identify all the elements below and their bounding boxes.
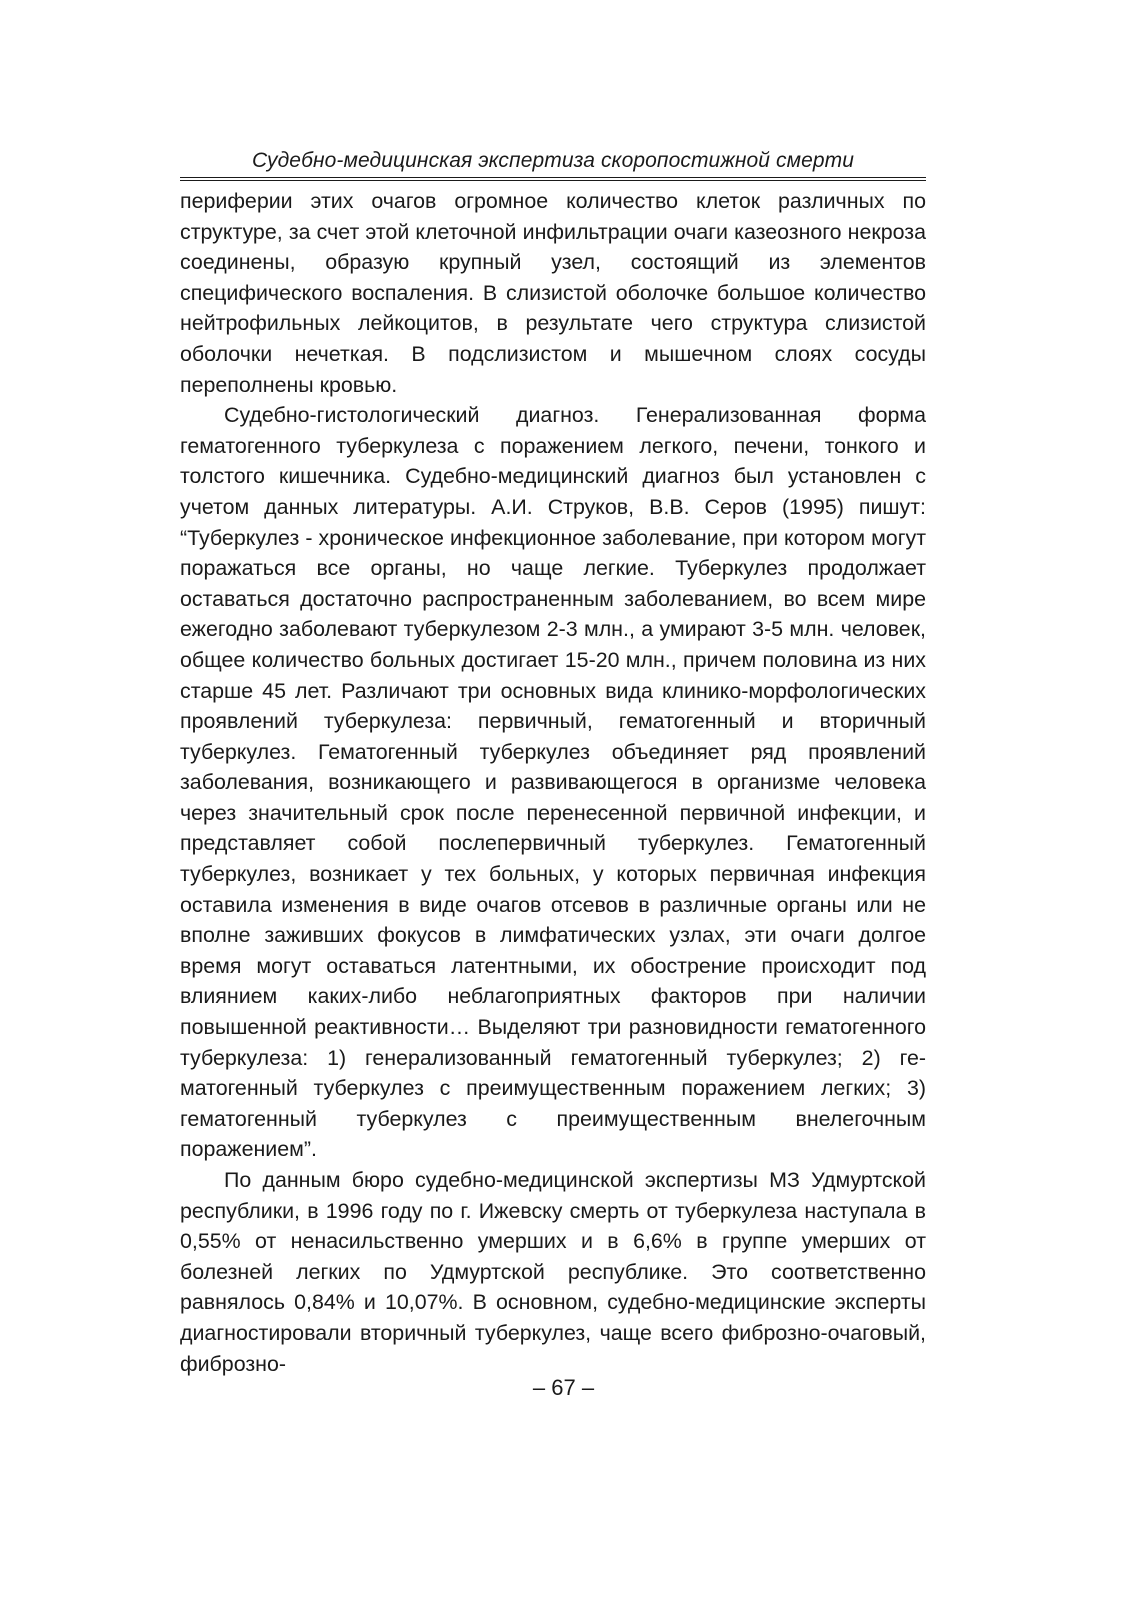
page	[180, 148, 926, 1379]
running-title: Судебно-медицинская экспертиза скоропостижной смерти	[251, 149, 855, 172]
paragraph-continued: периферии этих очагов огромное количество клеток различных по структуре, за счет этой клеточной инфильтрации очаги казеозного некроза соединены, образую крупный узел, состоящий из элементов специфического воспаления. В слизистой оболочке большое количество нейтрофильных лейкоцитов, в результате чего структура слизистой оболочки нечеткая. В подслизистом и мышечном слоях сосуды переполнены кровью.	[180, 189, 926, 397]
body-text	[180, 186, 926, 1379]
paragraph-diagnosis: Судебно-гистологический диагноз. Генерализованная форма гематогенного туберкулеза с поражением легкого, печени, тонкого и толстого кишечника. Судебно-медицинский диагноз был установлен с учетом данных литературы. А.И. Струков, В.В. Серов (1995) пишут: “Туберкулез - хроническое инфекционное заболевание, при котором могут поражаться все органы, но чаще легкие. Туберкулез продолжает оставаться достаточно распространенным заболеванием, во всем мире ежегодно заболевают туберкулезом 2-3 млн., а умирают 3-5 млн. человек, общее количество больных достигает 15-20 млн., причем половина из них старше 45 лет. Различают три основных вида клинико-морфологических проявлений туберкулеза: первичный, гематогенный и вторичный туберкулез. Гематогенный туберкулез объединяет ряд проявлений заболевания, возникающего и развивающегося в организме человека через значительный срок после перенесенной первичной инфекции, и представляет собой послепервичный туберкулез. Гематогенный туберкулез, возникает у тех больных, у которых первичная инфекция оставила изменения в виде очагов отсевов в различные органы или не вполне заживших фокусов в лимфатических узлах, эти очаги долгое время могут оставаться латентными, их обострение происходит под влиянием каких-либо неблагоприятных факторов при наличии повышенной реактивности… Выделяют три разновидности гематогенного туберкулеза: 1) генерализованный гематогенный туберкулез; 2) гематогенный туберкулез с преимущественным поражением легких; 3) гематогенный туберкулез с преимущественным внелегочным поражением”.	[180, 403, 926, 1162]
paragraph-statistics: По данным бюро судебно-медицинской экспертизы МЗ Удмуртской республики, в 1996 году по г. Ижевску смерть от туберкулеза наступала в 0,55% от ненасильственно умерших и в 6,6% в группе умерших от болезней легких по Удмуртской республике. Это соответственно равнялось 0,84% и 10,07%. В основном, судебно-медицинские эксперты диагностировали вторичный туберкулез, чаще всего фиброзно-очаговый, фиброзно-	[180, 1168, 926, 1376]
page-number: – 67 –	[532, 1375, 595, 1400]
header-rule	[180, 177, 926, 181]
